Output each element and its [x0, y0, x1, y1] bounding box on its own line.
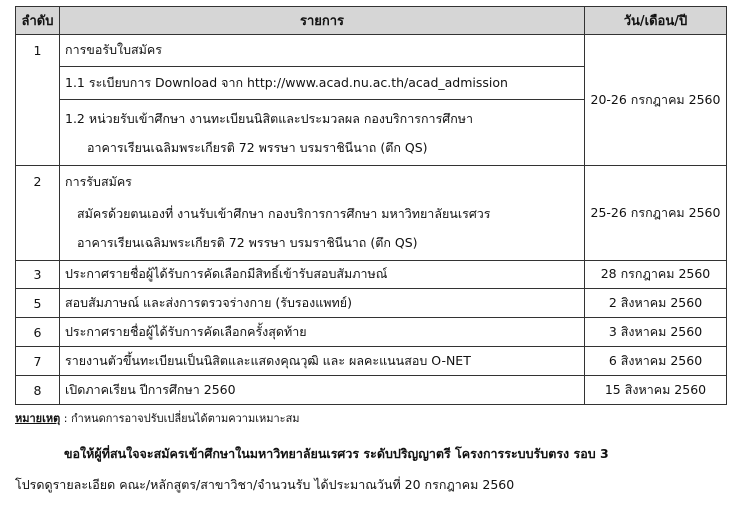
row-detail-line: อาคารเรียนเฉลิมพระเกียรติ 72 พรรษา บรมราชินีนาถ (ตึก QS): [77, 235, 418, 251]
table-row: [16, 347, 727, 376]
remark-text: : กำหนดการอาจปรับเปลี่ยนได้ตามความเหมาะสม: [63, 412, 300, 425]
table-row: [16, 166, 727, 197]
table-header-row: [16, 7, 727, 35]
table-row: [16, 376, 727, 405]
row-item: ประกาศรายชื่อผู้ได้รับการคัดเลือกมีสิทธิ์เข้ารับสอบสัมภาษณ์: [60, 260, 585, 289]
row-number: 2: [16, 166, 60, 260]
download-link-text[interactable]: 1.1 ระเบียบการ Download จาก http://www.acad.nu.ac.th/acad_admission: [65, 74, 508, 90]
row-date: 2 สิงหาคม 2560: [585, 289, 727, 318]
header-date: วัน/เดือน/ปี: [585, 7, 727, 35]
row-number: 8: [16, 376, 60, 405]
table-row: [16, 260, 727, 289]
note-line-2: โปรดดูรายละเอียด คณะ/หลักสูตร/สาขาวิชา/จำนวนรับ ได้ประมาณวันที่ 20 กรกฎาคม 2560: [15, 477, 515, 492]
row-date: 15 สิงหาคม 2560: [585, 376, 727, 405]
row-number: 7: [16, 347, 60, 376]
row-detail-line: อาคารเรียนเฉลิมพระเกียรติ 72 พรรษา บรมราชินีนาถ (ตึก QS): [87, 139, 428, 155]
table-row: [16, 34, 727, 66]
row-detail-line: 1.2 หน่วยรับเข้าศึกษา งานทะเบียนนิสิตและประมวลผล กองบริการการศึกษา: [65, 110, 474, 126]
row-date: 20-26 กรกฎาคม 2560: [585, 34, 727, 166]
row-title: การขอรับใบสมัคร: [60, 34, 585, 66]
row-detail: [60, 197, 585, 260]
row-item: สอบสัมภาษณ์ และส่งการตรวจร่างกาย (รับรองแพทย์): [60, 289, 585, 318]
row-detail: [60, 100, 585, 166]
row-number: 6: [16, 318, 60, 347]
row-date: 3 สิงหาคม 2560: [585, 318, 727, 347]
header-item: รายการ: [60, 7, 585, 35]
remark-label: หมายเหตุ: [15, 412, 61, 425]
row-title: การรับสมัคร: [60, 166, 585, 197]
table-row: [16, 318, 727, 347]
note-line-1: ขอให้ผู้ที่สนใจจะสมัครเข้าศึกษาในมหาวิทยาลัยนเรศวร ระดับปริญญาตรี โครงการระบบรับตรง รอบ 3: [64, 446, 609, 461]
row-date: 28 กรกฎาคม 2560: [585, 260, 727, 289]
header-no: ลำดับ: [16, 7, 60, 35]
row-date: 6 สิงหาคม 2560: [585, 347, 727, 376]
row-date: 25-26 กรกฎาคม 2560: [585, 166, 727, 260]
row-number: 1: [16, 34, 60, 166]
row-item: ประกาศรายชื่อผู้ได้รับการคัดเลือกครั้งสุดท้าย: [60, 318, 585, 347]
row-number: 3: [16, 260, 60, 289]
row-number: 5: [16, 289, 60, 318]
row-item: รายงานตัวขึ้นทะเบียนเป็นนิสิตและแสดงคุณวุฒิ และ ผลคะแนนสอบ O-NET: [60, 347, 585, 376]
remark: [15, 409, 300, 427]
row-detail: [60, 66, 585, 99]
table-row: [16, 289, 727, 318]
row-detail-line: สมัครด้วยตนเองที่ งานรับเข้าศึกษา กองบริการการศึกษา มหาวิทยาลัยนเรศวร: [77, 206, 491, 222]
schedule-table: [15, 6, 727, 405]
row-item: เปิดภาคเรียน ปีการศึกษา 2560: [60, 376, 585, 405]
